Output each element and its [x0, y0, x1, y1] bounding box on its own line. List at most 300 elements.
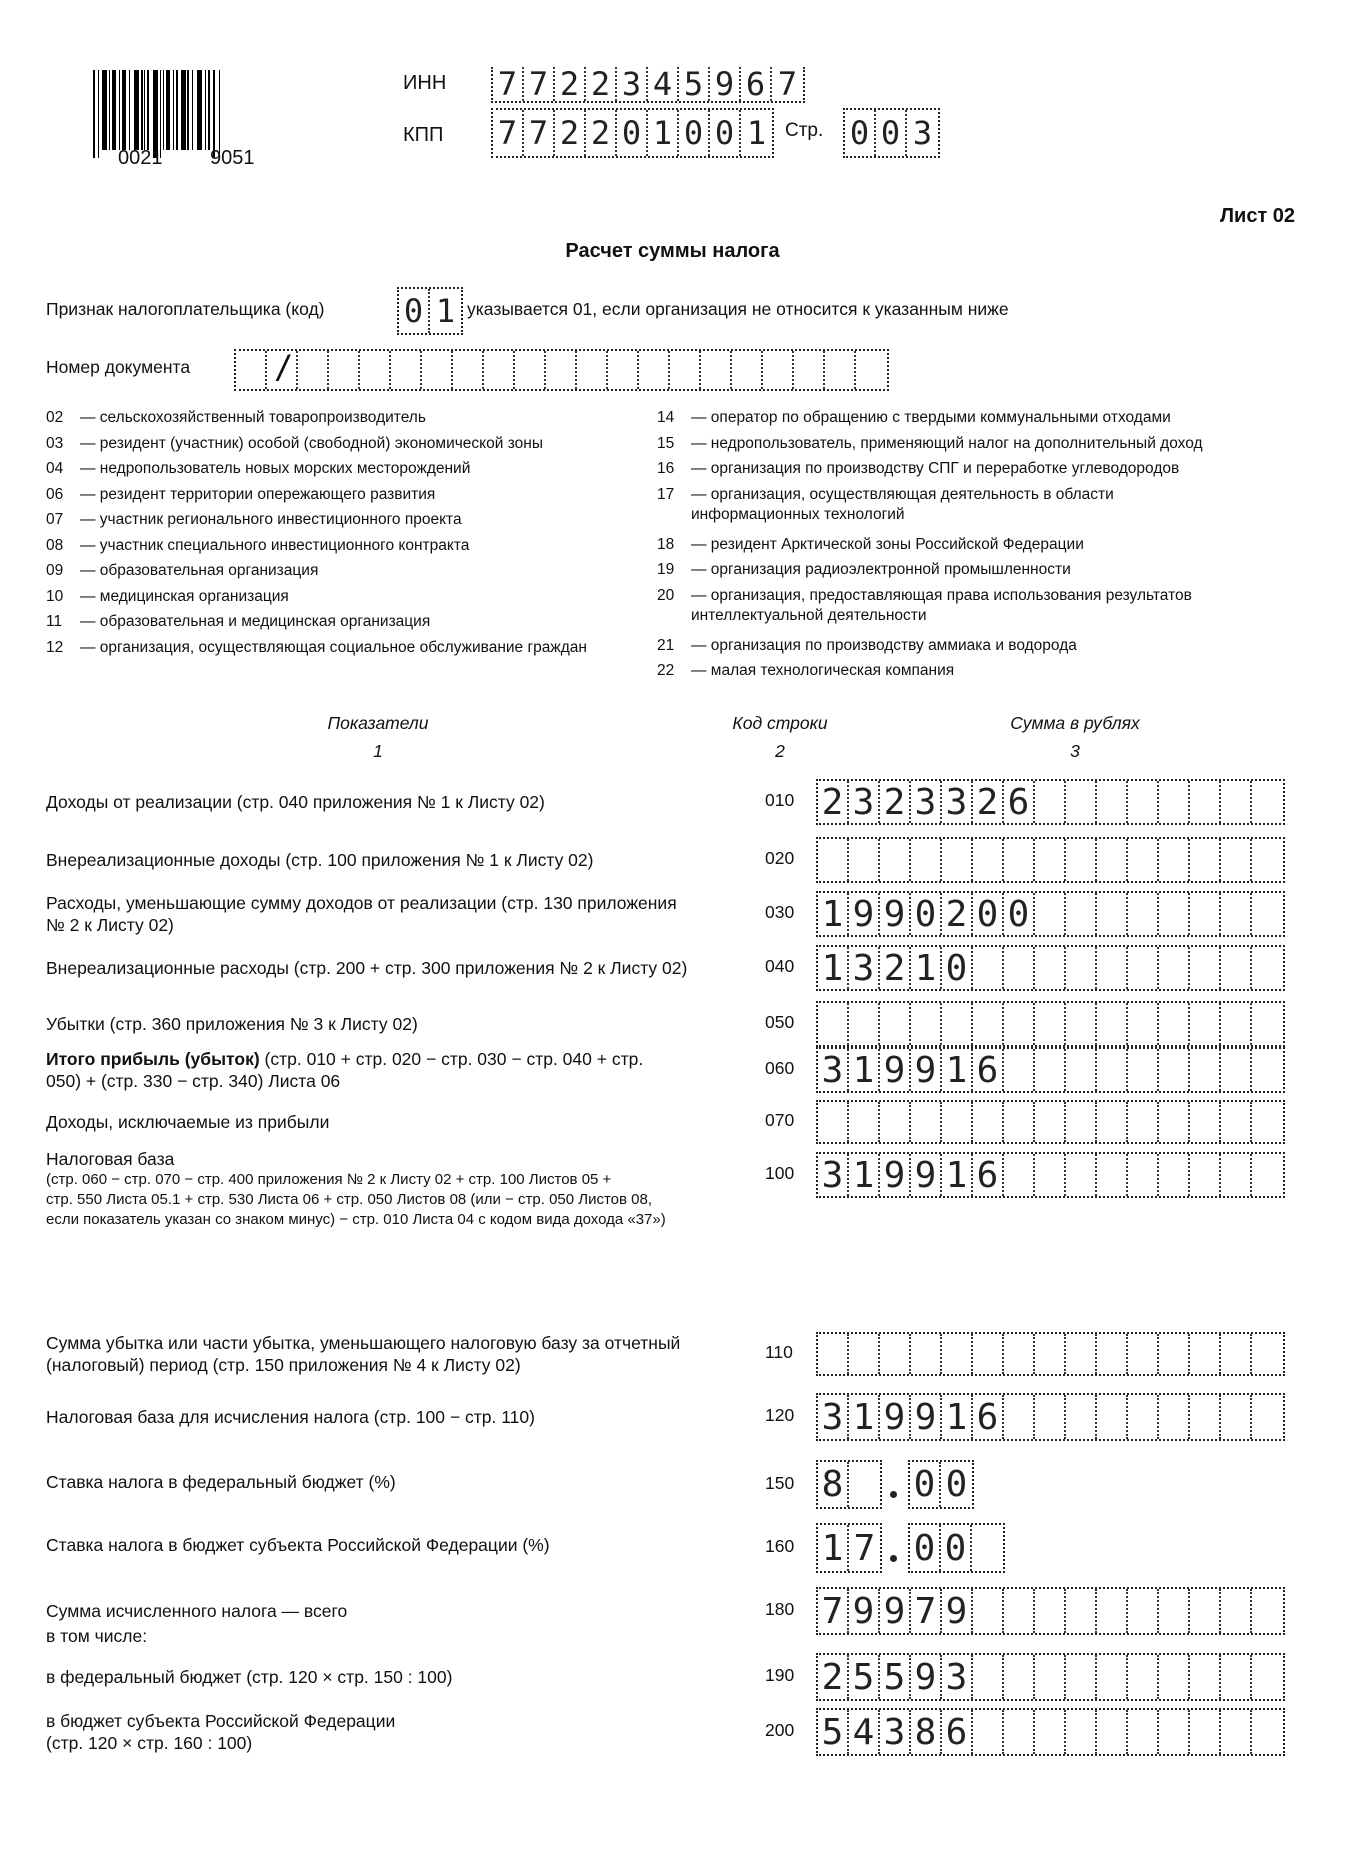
digit-cell: [1128, 1049, 1159, 1091]
digit-cell: [1066, 781, 1097, 823]
digit-cell: [1035, 893, 1066, 935]
digit-cell: [1128, 839, 1159, 881]
digit-cell: [911, 1102, 942, 1142]
digit-cell: [1221, 1589, 1252, 1633]
digit-cell: [391, 351, 422, 389]
document-number-field[interactable]: [234, 349, 889, 391]
digit-cell: [1004, 947, 1035, 989]
rate-code: 150: [765, 1472, 795, 1493]
digit-cell: 7: [818, 1589, 849, 1633]
digit-cell: [849, 1003, 880, 1045]
row-code: 030: [765, 902, 795, 922]
row-code: 040: [765, 956, 795, 976]
digit-cell: [973, 1655, 1004, 1699]
digit-cell: [942, 1102, 973, 1142]
digit-cell: 7: [911, 1589, 942, 1633]
digit-cell: [1159, 1102, 1190, 1142]
row-060-amount-field[interactable]: [816, 1047, 1285, 1093]
digit-cell: 1: [942, 1395, 973, 1439]
digit-cell: [1066, 1589, 1097, 1633]
taxpayer-code-description: — оператор по обращению с твердыми коммунальными отходами: [691, 409, 1171, 426]
taxpayer-code-item: [657, 535, 1084, 555]
taxpayer-code: 07: [46, 511, 64, 528]
digit-cell: [1097, 893, 1128, 935]
digit-cell: [794, 351, 825, 389]
row-100-amount-field[interactable]: [816, 1152, 1285, 1198]
document-number-label: Номер документа: [46, 357, 191, 377]
digit-cell: [1159, 839, 1190, 881]
taxpayer-code: 17: [657, 485, 675, 503]
taxpayer-code: 12: [46, 638, 64, 656]
taxpayer-code: 11: [46, 613, 63, 630]
digit-cell: [1221, 1395, 1252, 1439]
digit-cell: 9: [880, 1154, 911, 1196]
rate-label: Ставка налога в бюджет субъекта Российской Федерации (%): [46, 1535, 550, 1555]
digit-cell: [1159, 1395, 1190, 1439]
rate-150-fraction-field[interactable]: [908, 1460, 974, 1509]
digit-cell: [973, 1102, 1004, 1142]
digit-cell: [1190, 839, 1221, 881]
digit-cell: 7: [493, 67, 524, 101]
digit-cell: [880, 839, 911, 881]
taxpayer-sign-label: Признак налогоплательщика (код): [46, 299, 325, 319]
digit-cell: [1221, 781, 1252, 823]
taxpayer-code-description: — организация по производству аммиака и водорода: [691, 636, 1077, 654]
inn-field[interactable]: [491, 67, 805, 103]
digit-cell: [818, 839, 849, 881]
digit-cell: [1097, 1003, 1128, 1045]
digit-cell: [1159, 781, 1190, 823]
taxpayer-code: 08: [46, 536, 64, 554]
taxpayer-code: 10: [46, 587, 64, 605]
col-header-amount: Сумма в рублях: [1010, 713, 1140, 733]
digit-cell: 7: [777, 65, 798, 103]
row-code: 100: [765, 1163, 795, 1183]
digit-cell: [1159, 1655, 1190, 1699]
digit-cell: 0: [910, 1462, 941, 1507]
digit-cell: [1035, 1655, 1066, 1699]
digit-cell: [818, 1102, 849, 1142]
document-number-separator: /: [274, 348, 294, 386]
digit-cell: 3: [942, 781, 973, 823]
digit-cell: [911, 1334, 942, 1374]
digit-cell: [1221, 1102, 1252, 1142]
digit-cell: 9: [911, 1395, 942, 1439]
row-020-amount-field[interactable]: [816, 837, 1285, 883]
row-code: 060: [765, 1058, 795, 1078]
row-200-amount-field[interactable]: [816, 1708, 1285, 1756]
digit-cell: [1035, 1589, 1066, 1633]
row-code: 120: [765, 1405, 795, 1425]
digit-cell: [825, 351, 856, 389]
taxpayer-code-description: — малая технологическая компания: [691, 662, 955, 679]
digit-cell: [1221, 947, 1252, 989]
digit-cell: 2: [555, 67, 586, 101]
digit-cell: [1004, 1334, 1035, 1374]
digit-cell: [1128, 1710, 1159, 1754]
taxpayer-code-item: [657, 485, 1114, 525]
digit-cell: [973, 1003, 1004, 1045]
digit-cell: 0: [679, 110, 710, 156]
digit-cell: [849, 1462, 880, 1507]
digit-cell: [1190, 1049, 1221, 1091]
taxpayer-code-item: [46, 408, 426, 428]
row-code: 020: [765, 848, 795, 868]
digit-cell: 0: [910, 1525, 941, 1571]
digit-cell: 7: [524, 67, 555, 101]
digit-cell: 0: [845, 110, 876, 156]
page-title: Расчет суммы налога: [565, 240, 780, 262]
digit-cell: [1159, 1003, 1190, 1045]
digit-cell: [236, 351, 267, 389]
digit-cell: [1252, 1589, 1283, 1633]
taxpayer-code: 09: [46, 562, 64, 579]
digit-cell: [1066, 1003, 1097, 1045]
digit-cell: [1097, 1102, 1128, 1142]
digit-cell: 7: [493, 110, 524, 156]
digit-cell: 4: [648, 67, 679, 101]
digit-cell: [298, 351, 329, 389]
row-050-amount-field[interactable]: [816, 1001, 1285, 1047]
digit-cell: 2: [880, 947, 911, 989]
taxpayer-code-item: [657, 459, 1179, 479]
row-label: в федеральный бюджет (стр. 120 × стр. 150 : 100): [46, 1667, 453, 1687]
digit-cell: [1128, 1655, 1159, 1699]
row-label: Доходы, исключаемые из прибыли: [46, 1112, 330, 1132]
taxpayer-code-description: — резидент Арктической зоны Российской Федерации: [691, 535, 1084, 553]
taxpayer-code-item: [46, 536, 469, 556]
digit-cell: [1221, 1154, 1252, 1196]
digit-cell: [1190, 1710, 1221, 1754]
taxpayer-code-description: — участник специального инвестиционного контракта: [80, 536, 470, 554]
digit-cell: 3: [849, 947, 880, 989]
row-120-amount-field[interactable]: [816, 1393, 1285, 1441]
digit-cell: [1066, 1655, 1097, 1699]
taxpayer-code: 02: [46, 409, 64, 426]
row-010-amount-field[interactable]: [816, 779, 1285, 825]
including-label: в том числе:: [46, 1626, 148, 1646]
digit-cell: [1004, 1589, 1035, 1633]
digit-cell: 1: [911, 947, 942, 989]
digit-cell: 1: [746, 114, 767, 152]
kpp-label: КПП: [403, 124, 444, 146]
digit-cell: [1190, 947, 1221, 989]
digit-cell: [1035, 1049, 1066, 1091]
decimal-point: [890, 1491, 897, 1498]
row-note: стр. 550 Листа 05.1 + стр. 530 Листа 06 + стр. 050 Листов 08 (или − стр. 050 Листов 08,: [46, 1191, 653, 1208]
digit-cell: [1190, 1655, 1221, 1699]
digit-cell: [484, 351, 515, 389]
taxpayer-code-description: — организация радиоэлектронной промышленности: [691, 561, 1071, 578]
row-code: 180: [765, 1599, 795, 1619]
row-label: Налоговая база (стр. 060 − стр. 070 − стр. 400 приложения № 2 к Листу 02 + стр. 100 Листов 05 + стр. 550 Листа 05.1 + стр. 530 Листа 06 + стр. 050 Листов 08 (или − стр. 050 Листов 08, если показатель указан со знаком минус) − стр. 010 Листа 04 с кодом вида дохода «37»): [46, 1149, 666, 1228]
digit-cell: [1252, 1003, 1283, 1045]
digit-cell: [1190, 1003, 1221, 1045]
digit-cell: [942, 839, 973, 881]
digit-cell: [546, 351, 577, 389]
digit-cell: [577, 351, 608, 389]
decimal-point: [890, 1555, 897, 1562]
row-label: Доходы от реализации (стр. 040 приложения № 1 к Листу 02): [46, 792, 545, 812]
digit-cell: [1159, 1334, 1190, 1374]
digit-cell: [1221, 1710, 1252, 1754]
taxpayer-code-description: — организация, осуществляющая деятельность в области информационных технологий: [691, 485, 1114, 523]
taxpayer-code-description: — медицинская организация: [80, 587, 289, 605]
digit-cell: [1252, 1102, 1283, 1142]
row-code: 050: [765, 1012, 795, 1032]
digit-cell: 0: [1004, 893, 1035, 935]
digit-cell: 6: [973, 1154, 1004, 1196]
digit-cell: [1159, 1710, 1190, 1754]
barcode-digits-left: 0021: [118, 147, 163, 169]
digit-cell: 0: [973, 893, 1004, 935]
row-label: Итого прибыль (убыток) (стр. 010 + стр. 020 − стр. 030 − стр. 040 + стр. 050) + (стр. 330 − стр. 340) Листа 06: [46, 1049, 644, 1091]
taxpayer-sign-note: указывается 01, если организация не относится к указанным ниже: [467, 299, 1009, 319]
digit-cell: [1128, 1102, 1159, 1142]
row-180-amount-field[interactable]: [816, 1587, 1285, 1635]
digit-cell: [1004, 839, 1035, 881]
digit-cell: 2: [942, 893, 973, 935]
digit-cell: [1159, 947, 1190, 989]
kpp-field[interactable]: [491, 108, 774, 158]
row-code: 190: [765, 1665, 795, 1685]
taxpayer-code-description: — образовательная и медицинская организация: [80, 613, 431, 630]
digit-cell: 0: [617, 110, 648, 156]
digit-cell: [1066, 1102, 1097, 1142]
digit-cell: [1128, 1334, 1159, 1374]
digit-cell: [1035, 1154, 1066, 1196]
row-040-amount-field[interactable]: [816, 945, 1285, 991]
digit-cell: 3: [617, 67, 648, 101]
taxpayer-code: 03: [46, 434, 64, 452]
digit-cell: [1066, 1710, 1097, 1754]
digit-cell: [1221, 1049, 1252, 1091]
rate-code: 160: [765, 1536, 795, 1556]
barcode: [93, 70, 222, 150]
digit-cell: 9: [911, 1154, 942, 1196]
taxpayer-code-description: — недропользователь новых морских месторождений: [80, 460, 471, 477]
taxpayer-code-item: [46, 638, 587, 658]
digit-cell: [1190, 1102, 1221, 1142]
digit-cell: 9: [849, 1589, 880, 1633]
digit-cell: [1128, 893, 1159, 935]
taxpayer-code-item: [46, 587, 289, 607]
taxpayer-code-description: — организация по производству СПГ и переработке углеводородов: [691, 460, 1180, 477]
digit-cell: [1004, 1003, 1035, 1045]
digit-cell: [911, 1003, 942, 1045]
digit-cell: 6: [973, 1049, 1004, 1091]
taxpayer-code: 16: [657, 460, 675, 477]
digit-cell: [1035, 781, 1066, 823]
barcode-digits-right: 9051: [210, 147, 255, 169]
digit-cell: 2: [555, 110, 586, 156]
digit-cell: 8: [911, 1710, 942, 1754]
digit-cell: [1128, 1003, 1159, 1045]
digit-cell: [1190, 1395, 1221, 1439]
digit-cell: 1: [818, 947, 849, 989]
taxpayer-code: 04: [46, 460, 64, 477]
digit-cell: [880, 1003, 911, 1045]
row-label: Налоговая база для исчисления налога (стр. 100 − стр. 110): [46, 1407, 535, 1427]
digit-cell: 2: [586, 67, 617, 101]
digit-cell: [1066, 947, 1097, 989]
digit-cell: [1066, 1154, 1097, 1196]
row-110-amount-field[interactable]: [816, 1332, 1285, 1376]
digit-cell: [701, 351, 732, 389]
row-label: Расходы, уменьшающие сумму доходов от реализации (стр. 130 приложения № 2 к Листу 02): [46, 893, 677, 935]
digit-cell: 8: [818, 1462, 849, 1507]
digit-cell: [1035, 1003, 1066, 1045]
digit-cell: [849, 1334, 880, 1374]
digit-cell: 3: [912, 114, 933, 152]
digit-cell: [1004, 1049, 1035, 1091]
digit-cell: 5: [849, 1655, 880, 1699]
digit-cell: [1066, 893, 1097, 935]
digit-cell: [453, 351, 484, 389]
col-number-2: 2: [775, 741, 785, 761]
digit-cell: 2: [973, 781, 1004, 823]
digit-cell: [1159, 1589, 1190, 1633]
digit-cell: [1159, 1154, 1190, 1196]
digit-cell: 9: [880, 1049, 911, 1091]
taxpayer-code: 22: [657, 662, 675, 679]
digit-cell: [1097, 1710, 1128, 1754]
digit-cell: 1: [818, 1525, 849, 1571]
taxpayer-code-item: [46, 510, 462, 530]
digit-cell: 2: [586, 110, 617, 156]
digit-cell: 9: [710, 67, 741, 101]
digit-cell: [1035, 1102, 1066, 1142]
taxpayer-code: 06: [46, 485, 64, 503]
digit-cell: [942, 1003, 973, 1045]
digit-cell: [1252, 1334, 1283, 1374]
digit-cell: [1128, 947, 1159, 989]
digit-cell: [1190, 1334, 1221, 1374]
taxpayer-code-description: — сельскохозяйственный товаропроизводитель: [80, 409, 426, 426]
taxpayer-code-item: [46, 612, 430, 632]
digit-cell: [639, 351, 670, 389]
row-code: 200: [765, 1720, 795, 1740]
digit-cell: [973, 1589, 1004, 1633]
col-number-3: 3: [1070, 741, 1080, 761]
row-note: если показатель указан со знаком минус) − стр. 010 Листа 04 с кодом вида дохода «37»): [46, 1211, 666, 1228]
digit-cell: [973, 1334, 1004, 1374]
taxpayer-code: 20: [657, 586, 675, 604]
digit-cell: [1252, 1049, 1283, 1091]
digit-cell: [911, 839, 942, 881]
sheet-label: Лист 02: [1220, 205, 1296, 227]
rate-160-integer-field[interactable]: [816, 1523, 882, 1573]
digit-cell: [608, 351, 639, 389]
digit-cell: [1097, 1049, 1128, 1091]
digit-cell: 4: [849, 1710, 880, 1754]
digit-cell: [1159, 893, 1190, 935]
taxpayer-code-item: [657, 408, 1171, 428]
taxpayer-code-description: — участник регионального инвестиционного проекта: [80, 511, 462, 528]
digit-cell: [763, 351, 794, 389]
digit-cell: [1035, 947, 1066, 989]
digit-cell: 7: [853, 1527, 876, 1569]
digit-cell: [973, 947, 1004, 989]
digit-cell: [1097, 1154, 1128, 1196]
digit-cell: 9: [942, 1589, 973, 1633]
row-030-amount-field[interactable]: [816, 891, 1285, 937]
digit-cell: [360, 351, 391, 389]
digit-cell: [1004, 1102, 1035, 1142]
digit-cell: [670, 351, 701, 389]
digit-cell: 6: [741, 67, 772, 101]
digit-cell: [422, 351, 453, 389]
row-label: Убытки (стр. 360 приложения № 3 к Листу 02): [46, 1014, 418, 1034]
page-number-field[interactable]: [843, 108, 940, 158]
row-label: Сумма исчисленного налога — всего: [46, 1601, 348, 1621]
taxpayer-code: 19: [657, 561, 675, 578]
taxpayer-code-item: [46, 561, 318, 581]
digit-cell: [1128, 1589, 1159, 1633]
rate-160-fraction-field[interactable]: [908, 1523, 1005, 1573]
digit-cell: [1097, 839, 1128, 881]
digit-cell: 3: [942, 1655, 973, 1699]
digit-cell: [732, 351, 763, 389]
digit-cell: [1252, 1154, 1283, 1196]
row-070-amount-field[interactable]: [816, 1100, 1285, 1144]
digit-cell: [818, 1334, 849, 1374]
digit-cell: 9: [880, 1589, 911, 1633]
digit-cell: [1097, 1589, 1128, 1633]
digit-cell: 1: [849, 1395, 880, 1439]
rate-label: Ставка налога в федеральный бюджет (%): [46, 1471, 396, 1492]
digit-cell: [972, 1525, 1003, 1571]
digit-cell: [1252, 893, 1283, 935]
digit-cell: 6: [942, 1710, 973, 1754]
digit-cell: [1252, 1655, 1283, 1699]
taxpayer-code-item: [46, 459, 470, 479]
taxpayer-code-description: — организация, предоставляющая права использования результатов интеллектуальной деятельности: [691, 586, 1192, 624]
digit-cell: [1035, 1710, 1066, 1754]
digit-cell: 0: [911, 893, 942, 935]
taxpayer-code-description: — резидент территории опережающего развития: [80, 485, 436, 503]
digit-cell: [1097, 1395, 1128, 1439]
digit-cell: 9: [880, 1395, 911, 1439]
digit-cell: 0: [941, 1525, 972, 1571]
row-190-amount-field[interactable]: [816, 1653, 1285, 1701]
digit-cell: [1221, 1334, 1252, 1374]
digit-cell: [1221, 839, 1252, 881]
row-label: Сумма убытка или части убытка, уменьшающего налоговую базу за отчетный (налоговый) период (стр. 150 приложения № 4 к Листу 02): [46, 1333, 681, 1375]
digit-cell: [1190, 893, 1221, 935]
digit-cell: [1066, 1334, 1097, 1374]
rate-150-integer-field[interactable]: [816, 1460, 882, 1509]
digit-cell: [1221, 1655, 1252, 1699]
digit-cell: [1035, 1395, 1066, 1439]
taxpayer-code-item: [657, 661, 954, 681]
digit-cell: 1: [942, 1154, 973, 1196]
taxpayer-code-item: [46, 434, 543, 454]
taxpayer-code-description: — организация, осуществляющая социальное обслуживание граждан: [80, 638, 587, 656]
digit-cell: 1: [648, 110, 679, 156]
digit-cell: [1004, 1710, 1035, 1754]
digit-cell: 0: [876, 110, 907, 156]
digit-cell: 0: [399, 289, 430, 333]
taxpayer-sign-code-field[interactable]: [397, 287, 463, 335]
digit-cell: [1066, 1049, 1097, 1091]
digit-cell: [1004, 1655, 1035, 1699]
digit-cell: 2: [818, 781, 849, 823]
taxpayer-code-item: [657, 636, 1077, 656]
digit-cell: [1128, 1154, 1159, 1196]
digit-cell: [1097, 1334, 1128, 1374]
row-label: Внереализационные доходы (стр. 100 приложения № 1 к Листу 02): [46, 850, 594, 870]
